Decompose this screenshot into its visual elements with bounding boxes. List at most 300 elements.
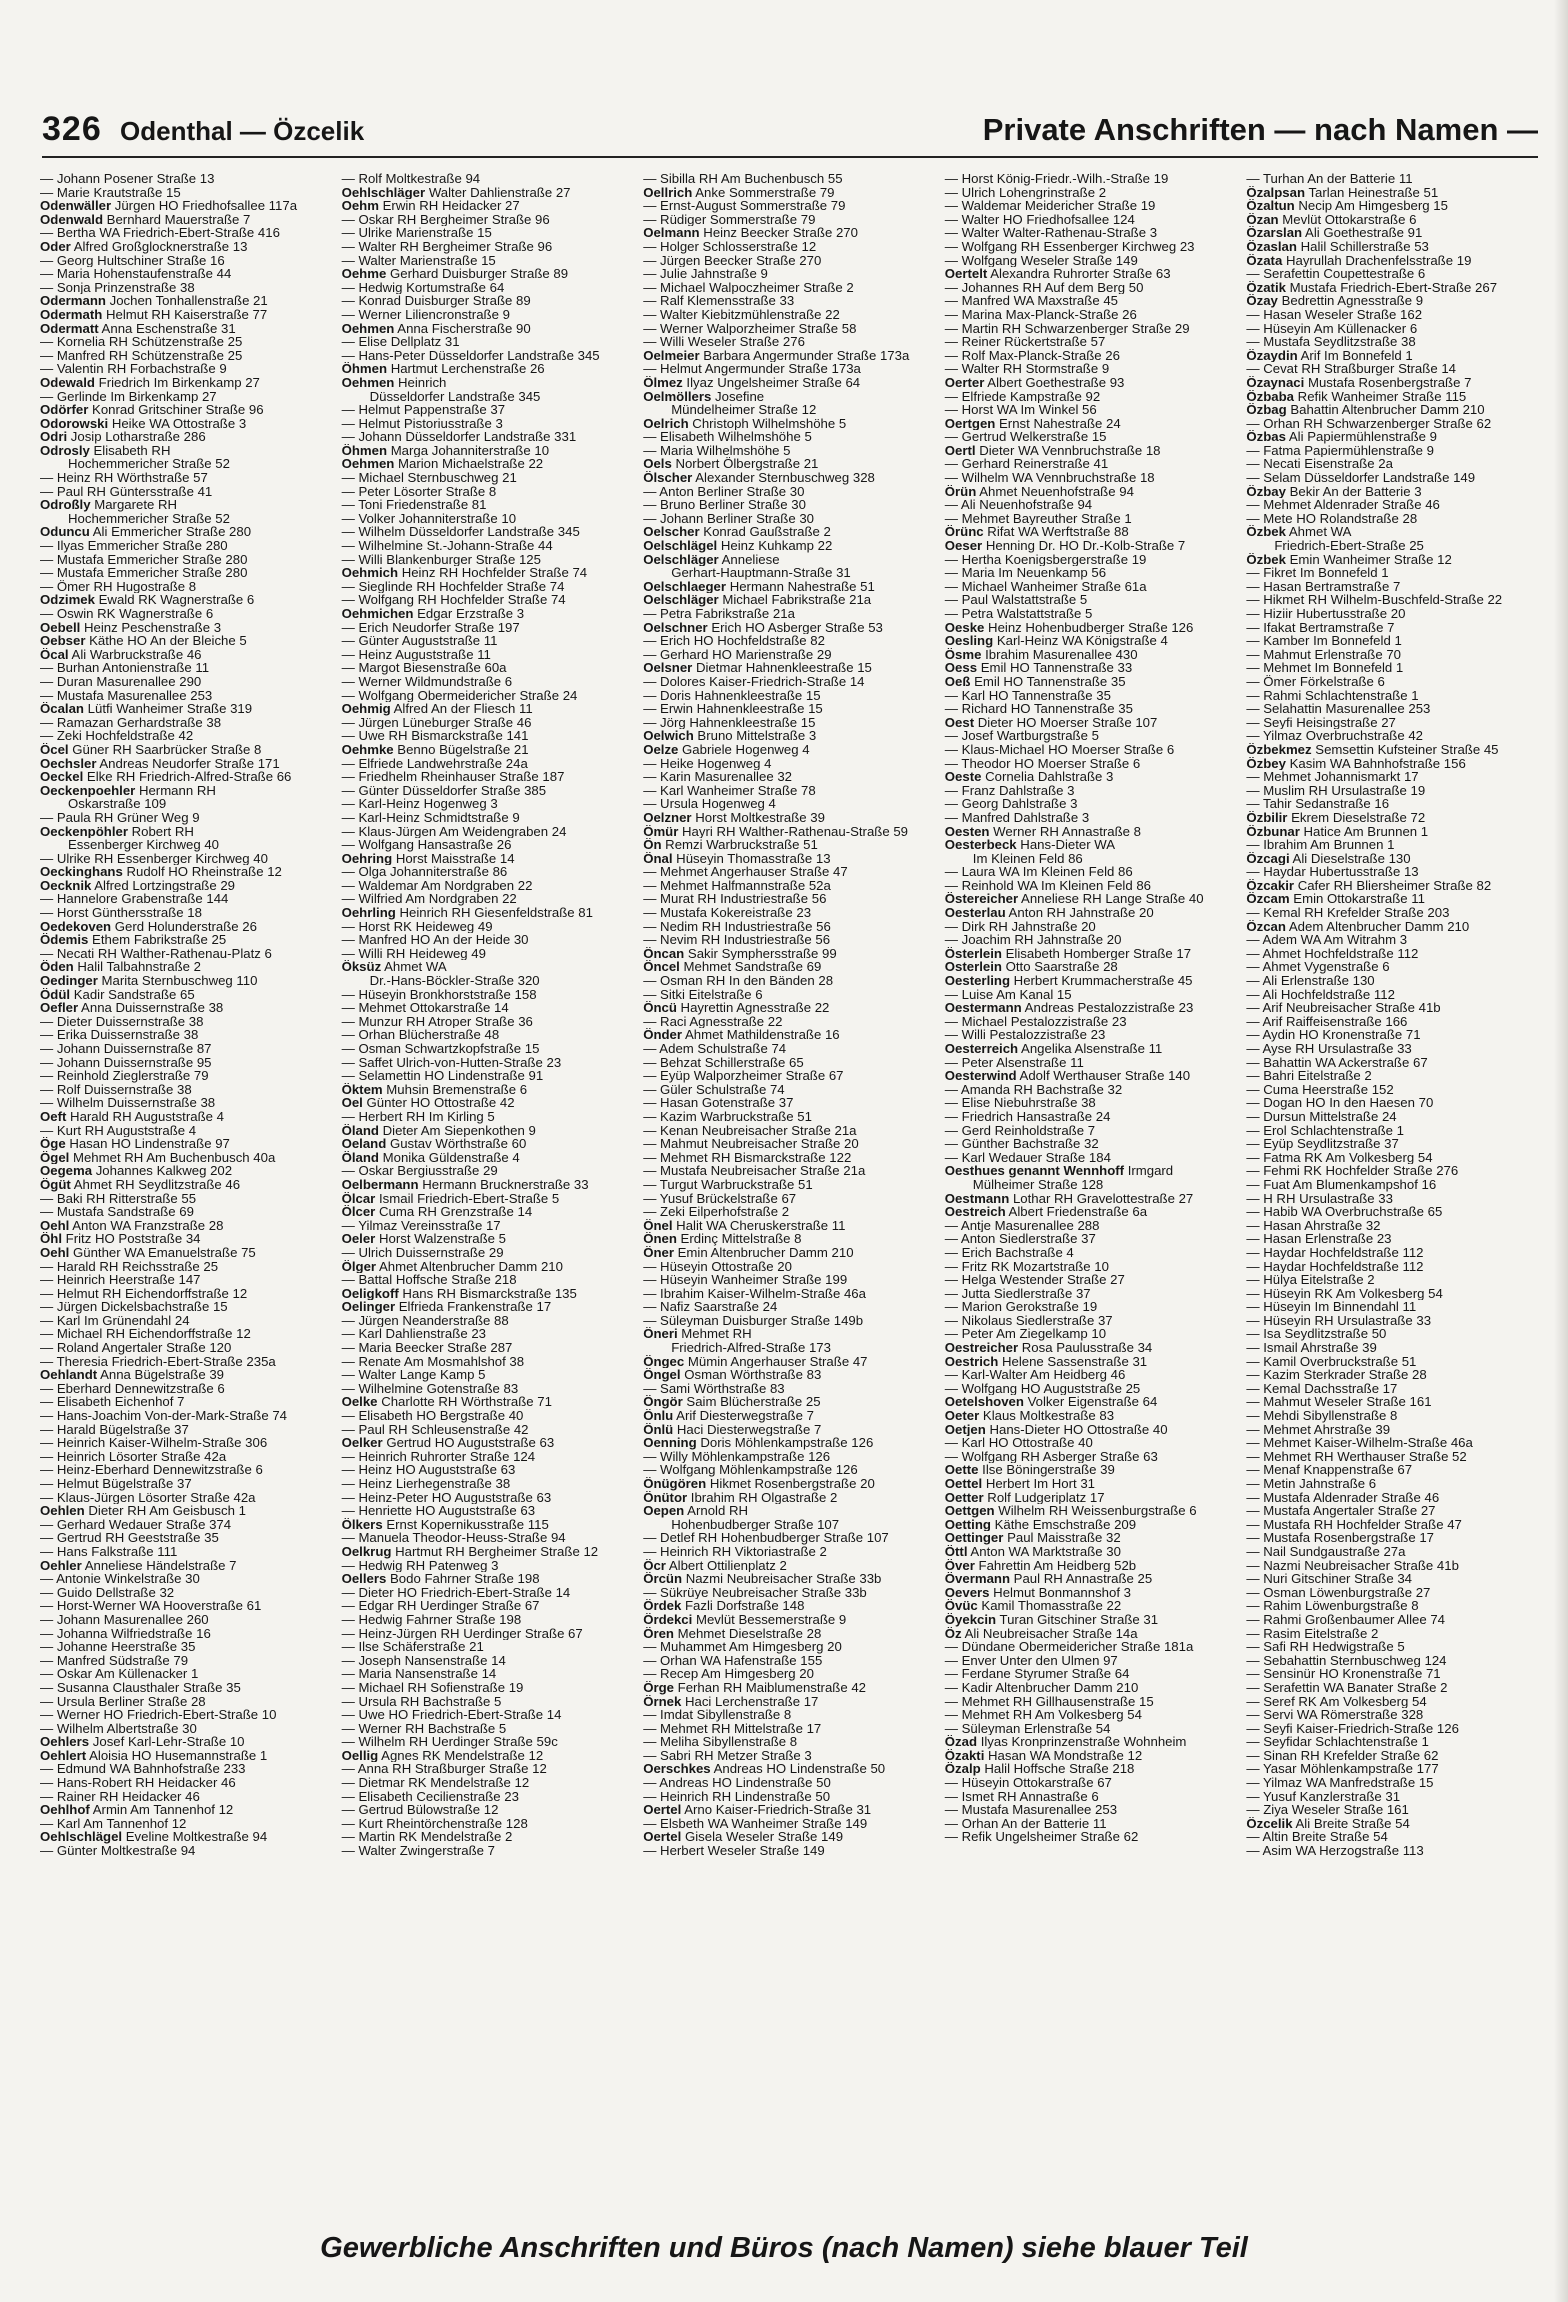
entry-details: Hans-Dieter WA (1016, 838, 1116, 852)
directory-entry: — Battal Hoffsche Straße 218 (341, 1273, 517, 1287)
entry-surname: Önal (643, 851, 673, 866)
directory-entry: — Yusuf Kanzlerstraße 31 (1246, 1789, 1401, 1804)
entry-surname: Oellers (341, 1572, 387, 1586)
listing-column-1 (34, 172, 328, 2192)
directory-entry-surname (637, 226, 931, 240)
entry-details: Heinrich (394, 375, 447, 390)
directory-entry: — Johann Duissernstraße 87 (40, 1042, 212, 1056)
directory-entry: — Mustafa Kokereistraße 23 (643, 906, 812, 920)
directory-entry: — Elisabeth Cecilienstraße 23 (341, 1789, 519, 1804)
directory-entry-surname (336, 1395, 630, 1409)
directory-entry: — Ursula RH Bachstraße 5 (341, 1694, 502, 1709)
directory-entry-surname (336, 322, 630, 336)
entry-details: Norbert Ölbergstraße 21 (671, 457, 819, 472)
directory-entry-continuation: Hochemmericher Straße 52 (68, 457, 230, 472)
directory-entry-surname (637, 1681, 931, 1695)
directory-entry-surname (336, 186, 630, 200)
directory-entry: — Johanna Wilfriedstraße 16 (40, 1626, 211, 1641)
entry-details: Horst Walzenstraße 5 (375, 1232, 507, 1246)
directory-entry-surname (1240, 294, 1534, 308)
directory-entry: — Kurt RH Auguststraße 4 (40, 1123, 197, 1138)
directory-entry: — Ulrike RH Essenberger Kirchweg 40 (40, 851, 268, 866)
directory-entry-surname (34, 1368, 328, 1382)
directory-entry: — Werner RH Bachstraße 5 (341, 1721, 507, 1736)
entry-details: Doris Möhlenkampstraße 126 (696, 1436, 874, 1450)
directory-entry: — Kenan Neubreisacher Straße 21a (643, 1123, 857, 1138)
directory-entry: — Mustafa Emmericher Straße 280 (40, 566, 248, 580)
entry-details: Fazli Dorfstraße 148 (681, 1599, 805, 1613)
entry-details: Margarete RH (90, 498, 178, 512)
directory-entry: — Richard HO Tannenstraße 35 (944, 702, 1133, 716)
directory-entry: — Manfred Dahlstraße 3 (944, 810, 1090, 825)
entry-details: Hasan WA Mondstraße 12 (984, 1748, 1143, 1763)
directory-entry-surname (336, 1137, 630, 1151)
directory-entry: — Kazim Warbruckstraße 51 (643, 1109, 812, 1124)
entry-surname: Özbunar (1246, 824, 1300, 839)
entry-details: Angelika Alsenstraße 11 (1018, 1042, 1163, 1056)
entry-surname: Oestreicher (944, 1341, 1019, 1355)
directory-entry-surname (939, 648, 1233, 662)
directory-entry-continuation: Hochemmericher Straße 52 (68, 511, 230, 526)
entry-details: Anna Duissernstraße 38 (78, 1001, 224, 1015)
directory-entry: — Doris Hahnenkleestraße 15 (643, 688, 821, 703)
directory-entry: — Meliha Sibyllenstraße 8 (643, 1735, 798, 1749)
entry-details: Ahmet WA (381, 960, 447, 975)
directory-entry: — Wolfgang Weseler Straße 149 (944, 253, 1138, 268)
entry-details: Emin Ottokarstraße 11 (1289, 892, 1425, 907)
directory-entry: — Mehmet Ahrstraße 39 (1246, 1422, 1391, 1437)
directory-entry: — Ilse Schäferstraße 21 (341, 1640, 484, 1654)
directory-entry: — Seyfi Kaiser-Friedrich-Straße 126 (1246, 1721, 1459, 1736)
directory-entry-surname (336, 1178, 630, 1192)
entry-surname: Ölger (341, 1259, 377, 1274)
directory-entry-continuation: Oskarstraße 109 (68, 797, 167, 811)
entry-details: Horst Maisstraße 14 (392, 851, 515, 866)
entry-details: Lütfi Wanheimer Straße 319 (83, 702, 253, 716)
entry-details: Emin Altenbrucher Damm 210 (673, 1245, 854, 1260)
entry-details: Harald RH Auguststraße 4 (66, 1109, 224, 1124)
entry-surname: Oettgen (944, 1504, 995, 1518)
directory-entry: — Hans-Robert RH Heidacker 46 (40, 1776, 236, 1790)
directory-entry: — Horst WA Im Winkel 56 (944, 403, 1097, 417)
directory-entry-continuation: Gerhart-Hauptmann-Straße 31 (671, 566, 851, 580)
entry-details: Walter Dahlienstraße 27 (425, 185, 571, 200)
directory-entry-surname (939, 444, 1233, 458)
entry-details: Mümin Angerhauser Straße 47 (684, 1354, 868, 1369)
directory-entry: — Rahim Löwenburgstraße 8 (1246, 1599, 1419, 1613)
directory-entry: — Uwe RH Bismarckstraße 141 (341, 729, 529, 743)
entry-surname: Odri (40, 430, 68, 444)
entry-details: Hatice Am Brunnen 1 (1299, 824, 1429, 839)
directory-entry-surname (336, 1232, 630, 1246)
directory-entry: — Refik Ungelsheimer Straße 62 (944, 1830, 1139, 1845)
directory-entry-surname (637, 1368, 931, 1382)
entry-details: Emil HO Tannenstraße 33 (977, 661, 1133, 675)
entry-surname: Oelke (341, 1395, 378, 1410)
entry-details: Ethem Fabrikstraße 25 (88, 933, 227, 947)
directory-entry: — Waldemar Am Nordgraben 22 (341, 878, 533, 893)
directory-entry: — Mustafa Neubreisacher Straße 21a (643, 1164, 866, 1178)
directory-entry: — Imdat Sibyllenstraße 8 (643, 1708, 792, 1722)
entry-details: Arif Im Bonnefeld 1 (1297, 348, 1413, 363)
directory-entry: — Renate Am Mosmahlshof 38 (341, 1354, 525, 1369)
directory-entry: — Fritz RK Mozartstraße 10 (944, 1259, 1109, 1274)
directory-entry-surname (637, 1246, 931, 1260)
directory-entry: — Seref RK Am Volkesberg 54 (1246, 1694, 1427, 1709)
directory-entry: — Karl Wanheimer Straße 78 (643, 783, 816, 798)
directory-entry: — Fuat Am Blumenkampshof 16 (1246, 1177, 1437, 1192)
entry-surname: Örge (643, 1680, 674, 1695)
entry-details: Heinz Hohenbudberger Straße 126 (984, 620, 1194, 635)
directory-entry: — Nazmi Neubreisacher Straße 41b (1246, 1558, 1459, 1573)
directory-entry: — Dietmar RK Mendelstraße 12 (341, 1776, 530, 1790)
directory-entry: — Elfriede Landwehrstraße 24a (341, 756, 528, 771)
entry-surname: Örcün (643, 1572, 683, 1586)
directory-entry: — Hedwig RH Patenweg 3 (341, 1558, 499, 1573)
directory-entry: — Harald RH Reichsstraße 25 (40, 1259, 219, 1274)
directory-entry-surname (637, 1627, 931, 1641)
directory-entry-surname (939, 1001, 1233, 1015)
directory-entry: — Friedhelm Rheinhauser Straße 187 (341, 770, 565, 784)
entry-details: Käthe Emschstraße 209 (990, 1517, 1137, 1532)
entry-details: Anna Eschenstraße 31 (98, 321, 236, 336)
entry-surname: Özbek (1246, 525, 1286, 540)
entry-details: Ali Goethestraße 91 (1302, 226, 1423, 240)
directory-entry: — Peter Alsenstraße 11 (944, 1055, 1084, 1070)
directory-entry: — Dirk RH Jahnstraße 20 (944, 919, 1096, 934)
entry-details: Andreas HO Lindenstraße 50 (710, 1762, 886, 1777)
entry-surname: Oehlschläger (341, 185, 426, 200)
entry-details: Hartmut Lerchenstraße 26 (387, 362, 545, 376)
directory-entry-continuation: Friedrich-Ebert-Straße 25 (1274, 539, 1424, 553)
directory-entry-surname (1240, 403, 1534, 417)
directory-entry: — Jutta Siedlerstraße 37 (944, 1286, 1091, 1301)
directory-entry: — Dursun Mittelstraße 24 (1246, 1109, 1397, 1124)
entry-surname: Ören (643, 1626, 674, 1641)
directory-entry: — Mehmet Halfmannstraße 52a (643, 878, 831, 893)
entry-surname: Önlü (643, 1422, 674, 1437)
directory-entry: — Günter Auguststraße 11 (341, 634, 498, 648)
entry-surname: Oertl (944, 443, 976, 458)
entry-details: Hayri RH Walther-Rathenau-Straße 59 (678, 824, 909, 839)
directory-entry-surname (336, 607, 630, 621)
entry-surname: Oertelt (944, 267, 988, 281)
directory-entry: — Yilmaz Vereinsstraße 17 (341, 1218, 501, 1233)
entry-surname: Oehler (40, 1558, 82, 1573)
entry-details: Ibrahim RH Olgastraße 2 (687, 1490, 838, 1505)
directory-entry: — Necati Eisenstraße 2a (1246, 457, 1393, 472)
directory-entry: — Heinrich RH Viktoriastraße 2 (643, 1544, 827, 1559)
directory-entry: — Süleyman Erlenstraße 54 (944, 1721, 1111, 1736)
entry-surname: Özcakir (1246, 878, 1295, 893)
directory-entry-surname (637, 947, 931, 961)
entry-surname: Önder (643, 1028, 683, 1042)
entry-details: Helmut Bonmannshof 3 (989, 1585, 1131, 1600)
entry-details: Hans RH Bismarckstraße 135 (398, 1286, 577, 1301)
entry-details: Josefine (711, 389, 765, 404)
directory-entry-surname (1240, 254, 1534, 268)
entry-surname: Öncü (643, 1001, 677, 1015)
directory-entry-surname (637, 825, 931, 839)
directory-entry: — Gerd Reinholdstraße 7 (944, 1123, 1096, 1138)
directory-entry: — Ismail Ahrstraße 39 (1246, 1341, 1377, 1355)
entry-surname: Oestermann (944, 1001, 1022, 1015)
entry-details: Anke Sommerstraße 79 (692, 185, 835, 200)
directory-entry-surname (939, 1042, 1233, 1056)
directory-entry: — Michael RH Eichendorffstraße 12 (40, 1327, 251, 1342)
directory-entry: — Mehmet RH Bismarckstraße 122 (643, 1150, 852, 1165)
entry-surname: Oehm (341, 199, 379, 213)
directory-entry-surname (637, 186, 931, 200)
directory-entry-surname (34, 1178, 328, 1192)
entry-surname: Oeske (944, 620, 985, 635)
listing-column-4 (939, 172, 1233, 2192)
directory-entry: — Ursula Berliner Straße 28 (40, 1694, 206, 1709)
directory-entry: — Ziya Weseler Straße 161 (1246, 1803, 1409, 1817)
directory-entry: — Fatma Papiermühlenstraße 9 (1246, 443, 1435, 458)
directory-entry: — Peter Am Ziegelkamp 10 (944, 1327, 1107, 1342)
directory-entry-surname (1240, 281, 1534, 295)
entry-surname: Özcagi (1246, 851, 1290, 866)
directory-entry: — Süleyman Duisburger Straße 149b (643, 1313, 864, 1328)
directory-entry-surname (637, 1830, 931, 1844)
directory-entry: — Gerlinde Im Birkenkamp 27 (40, 389, 217, 404)
directory-entry: — Maria Wilhelmshöhe 5 (643, 443, 791, 458)
directory-entry-surname (637, 1001, 931, 1015)
entry-surname: Özbey (1246, 756, 1286, 771)
entry-details: Edgar Erzstraße 3 (413, 607, 525, 621)
directory-entry: — Heinz Auguststraße 11 (341, 647, 491, 662)
directory-entry-surname (1240, 920, 1534, 934)
directory-entry: — Baki RH Ritterstraße 55 (40, 1191, 197, 1206)
directory-entry: — Günther Bachstraße 32 (944, 1137, 1099, 1151)
entry-surname: Özbas (1246, 430, 1286, 444)
entry-details: Karl-Heinz WA Königstraße 4 (993, 634, 1168, 648)
directory-entry: — Willi Pestalozzistraße 23 (944, 1028, 1106, 1042)
directory-entry: — Aydin HO Kronenstraße 71 (1246, 1028, 1421, 1042)
entry-details: Robert RH (127, 824, 194, 839)
entry-surname: Özbilir (1246, 810, 1288, 825)
directory-entry: — Wilhelmine Gotenstraße 83 (341, 1381, 519, 1396)
entry-surname: Oehme (341, 267, 387, 281)
directory-entry: — Kurt Rheintörchenstraße 128 (341, 1816, 528, 1831)
directory-entry: — Heinz RH Wörthstraße 57 (40, 471, 208, 485)
directory-entry-surname (1240, 199, 1534, 213)
entry-surname: Oels (643, 457, 672, 472)
directory-entry: — Cuma Heerstraße 152 (1246, 1082, 1394, 1097)
directory-entry-surname (939, 1477, 1233, 1491)
entry-surname: Örün (944, 484, 977, 499)
entry-details: Ibrahim Masurenallee 430 (981, 647, 1138, 662)
entry-surname: Oecknik (40, 878, 92, 893)
entry-details: Bruno Mittelstraße 3 (693, 729, 817, 743)
directory-entry: — Mehmet RH Werthauser Straße 52 (1246, 1449, 1467, 1464)
entry-details: Mehmet Sandstraße 69 (679, 960, 822, 975)
entry-surname: Özaslan (1246, 239, 1297, 254)
directory-entry-surname (34, 403, 328, 417)
directory-entry-surname (939, 825, 1233, 839)
entry-details: Hüseyin Thomasstraße 13 (672, 851, 831, 866)
directory-entry: — Walter Marienstraße 15 (341, 253, 496, 268)
directory-entry: — Hans Falkstraße 111 (40, 1544, 178, 1559)
directory-entry: — Wilhelm Düsseldorfer Landstraße 345 (341, 525, 580, 540)
entry-details: Hayrullah Drachenfelsstraße 19 (1282, 253, 1472, 268)
directory-entry: — Julie Jahnstraße 9 (643, 267, 768, 281)
entry-surname: Oduncu (40, 525, 90, 540)
directory-entry-surname (637, 1219, 931, 1233)
entry-details: Ahmet WA (1285, 525, 1352, 540)
entry-surname: Oesterlau (944, 906, 1006, 920)
entry-details: Bodo Fahrner Straße 198 (386, 1572, 540, 1586)
directory-entry: — Georg Dahlstraße 3 (944, 797, 1078, 811)
directory-entry-surname (336, 1749, 630, 1763)
entry-surname: Oelschlägel (643, 539, 718, 553)
directory-entry: — Eberhard Dennewitzstraße 6 (40, 1381, 225, 1396)
directory-entry: — Wilhelm WA Vennbruchstraße 18 (944, 471, 1155, 485)
entry-details: Ferhan RH Maiblumenstraße 42 (673, 1680, 866, 1695)
entry-details: Albert Friedenstraße 6a (1005, 1205, 1148, 1219)
directory-entry-surname (1240, 852, 1534, 866)
directory-entry: — Mustafa Masurenallee 253 (40, 688, 213, 703)
entry-details: Mevlüt Bessemerstraße 9 (692, 1612, 847, 1627)
entry-surname: Özalp (944, 1762, 981, 1777)
directory-entry-surname (637, 1491, 931, 1505)
directory-entry: — Jörg Hahnenkleestraße 15 (643, 715, 816, 730)
entry-details: Henning Dr. HO Dr.-Kolb-Straße 7 (982, 539, 1186, 553)
section-title: Private Anschriften — nach Namen — (982, 112, 1538, 147)
directory-entry: — Orhan Blücherstraße 48 (341, 1028, 500, 1042)
entry-surname: Özata (1246, 253, 1283, 268)
directory-entry: — Kazim Sterkrader Straße 28 (1246, 1368, 1427, 1382)
entry-surname: Oedekoven (40, 919, 112, 934)
directory-entry: — Michael Sternbuschweg 21 (341, 471, 517, 485)
entry-surname: Oetjen (944, 1422, 986, 1437)
directory-entry: — Elisabeth HO Bergstraße 40 (341, 1409, 524, 1423)
directory-entry-surname (336, 457, 630, 471)
directory-entry: — Michael RH Sofienstraße 19 (341, 1680, 524, 1695)
directory-entry: — Ilyas Emmericher Straße 280 (40, 539, 228, 553)
entry-surname: Ögüt (40, 1177, 71, 1192)
directory-entry: — Wilhelm RH Uerdinger Straße 59c (341, 1735, 558, 1749)
entry-details: Heinz RH Hochfelder Straße 74 (398, 566, 588, 580)
entry-details: Tarlan Heinestraße 51 (1305, 185, 1439, 200)
entry-details: Volker Eigenstraße 64 (1023, 1395, 1158, 1410)
directory-entry-continuation: Essenberger Kirchweg 40 (68, 838, 220, 852)
entry-surname: Österlein (944, 946, 1002, 961)
entry-details: Ewald RK Wagnerstraße 6 (94, 593, 255, 607)
directory-entry: — Mehmet Aldenrader Straße 46 (1246, 498, 1440, 512)
directory-entry: — Oskar Am Küllenacker 1 (40, 1667, 199, 1681)
directory-entry: — Habib WA Overbruchstraße 65 (1246, 1205, 1443, 1219)
entry-details: Anton RH Jahnstraße 20 (1005, 906, 1154, 920)
directory-entry: — Mehmet RH Gillhausenstraße 15 (944, 1694, 1154, 1709)
entry-details: Ilyas Kronprinzenstraße Wohnheim (977, 1735, 1187, 1749)
entry-details: Herbert Im Hort 31 (982, 1477, 1096, 1491)
entry-surname: Över (944, 1558, 975, 1573)
directory-entry: — Oskar RH Bergheimer Straße 96 (341, 212, 550, 227)
directory-entry: — Wolfgang HO Auguststraße 25 (944, 1381, 1141, 1396)
directory-entry-surname (1240, 485, 1534, 499)
entry-surname: Ölmez (643, 375, 683, 390)
directory-entry: — Hikmet RH Wilhelm-Buschfeld-Straße 22 (1246, 593, 1503, 607)
directory-entry: — Johannes RH Auf dem Berg 50 (944, 280, 1144, 295)
entry-details: Mevlüt Ottokarstraße 6 (1278, 212, 1417, 227)
entry-details: Erdinç Mittelstraße 8 (676, 1232, 802, 1246)
directory-entry-surname (34, 498, 328, 512)
directory-entry-surname (34, 1735, 328, 1749)
entry-details: Irmgard (1124, 1164, 1174, 1178)
directory-entry-surname (939, 485, 1233, 499)
directory-entry: — Ömer Förkelstraße 6 (1246, 674, 1385, 689)
directory-entry: — Gertrud RH Geeststraße 35 (40, 1531, 219, 1545)
directory-entry: — Werner Liliencronstraße 9 (341, 307, 510, 322)
entry-details: Alfred Lortzingstraße 29 (91, 878, 235, 893)
directory-entry: — Horst König-Friedr.-Wilh.-Straße 19 (944, 172, 1169, 186)
entry-details: Aloisia HO Husemannstraße 1 (86, 1748, 268, 1763)
directory-entry: — Herbert RH Im Kirling 5 (341, 1109, 495, 1124)
directory-entry: — Heinrich Ruhrorter Straße 124 (341, 1449, 536, 1464)
entry-details: Klaus Moltkestraße 83 (979, 1409, 1115, 1423)
entry-details: Albert Goethestraße 93 (984, 375, 1125, 390)
entry-surname: Oesterreich (944, 1042, 1019, 1056)
entry-surname: Oehlert (40, 1748, 87, 1763)
entry-details: Helene Sassenstraße 31 (998, 1354, 1148, 1369)
directory-entry: — Ulrich Lohengrinstraße 2 (944, 185, 1107, 200)
directory-entry-surname (637, 743, 931, 757)
directory-entry-surname (939, 1545, 1233, 1559)
directory-entry-surname (1240, 879, 1534, 893)
listing-column-3 (637, 172, 931, 2192)
directory-entry: — Ibrahim Am Brunnen 1 (1246, 838, 1395, 852)
entry-surname: Odroßly (40, 498, 91, 512)
directory-entry-surname (34, 1559, 328, 1573)
directory-entry: — Erika Duissernstraße 38 (40, 1028, 199, 1042)
directory-entry: — Mehmet Bayreuther Straße 1 (944, 511, 1132, 526)
entry-surname: Oehmichen (341, 607, 414, 621)
directory-entry: — Wilfried Am Nordgraben 22 (341, 892, 517, 907)
directory-entry: — Tahir Sedanstraße 16 (1246, 797, 1390, 811)
directory-entry: — Enver Unter den Ulmen 97 (944, 1653, 1118, 1668)
directory-entry: — Sensinür HO Kronenstraße 71 (1246, 1667, 1441, 1681)
entry-surname: Oesthues genannt Wennhoff (944, 1164, 1125, 1178)
directory-entry-surname (1240, 811, 1534, 825)
directory-entry: — Mete HO Rolandstraße 28 (1246, 511, 1418, 526)
directory-entry-surname (637, 1559, 931, 1573)
directory-entry: — Martin RK Mendelstraße 2 (341, 1830, 513, 1845)
directory-entry-surname (34, 1001, 328, 1015)
directory-entry: — Elisabeth Wilhelmshöhe 5 (643, 430, 812, 444)
entry-surname: Özbekmez (1246, 742, 1312, 757)
directory-entry: — Maria Beecker Straße 287 (341, 1341, 513, 1355)
entry-details: Hasan HO Lindenstraße 97 (65, 1137, 230, 1151)
directory-entry: — Fikret Im Bonnefeld 1 (1246, 566, 1389, 580)
entry-details: Fritz HO Poststraße 34 (61, 1232, 201, 1246)
directory-entry: — Toni Friedenstraße 81 (341, 498, 487, 512)
entry-details: Gisela Weseler Straße 149 (681, 1830, 844, 1845)
directory-entry: — Reiner Rückertstraße 57 (944, 335, 1106, 349)
directory-entry: — Seyfi Heisingstraße 27 (1246, 715, 1396, 730)
directory-entry: — Klaus-Jürgen Am Weidengraben 24 (341, 824, 567, 839)
entry-surname: Özarslan (1246, 226, 1303, 240)
entry-surname: Önütor (643, 1490, 688, 1505)
entry-details: Erich HO Asberger Straße 53 (707, 620, 883, 635)
entry-surname: Oetting (944, 1517, 991, 1532)
directory-entry: — Marion Gerokstraße 19 (944, 1300, 1098, 1314)
entry-surname: Oesterling (944, 974, 1011, 988)
directory-entry-surname (34, 920, 328, 934)
directory-entry-surname (637, 1572, 931, 1586)
directory-entry-surname (637, 1327, 931, 1341)
